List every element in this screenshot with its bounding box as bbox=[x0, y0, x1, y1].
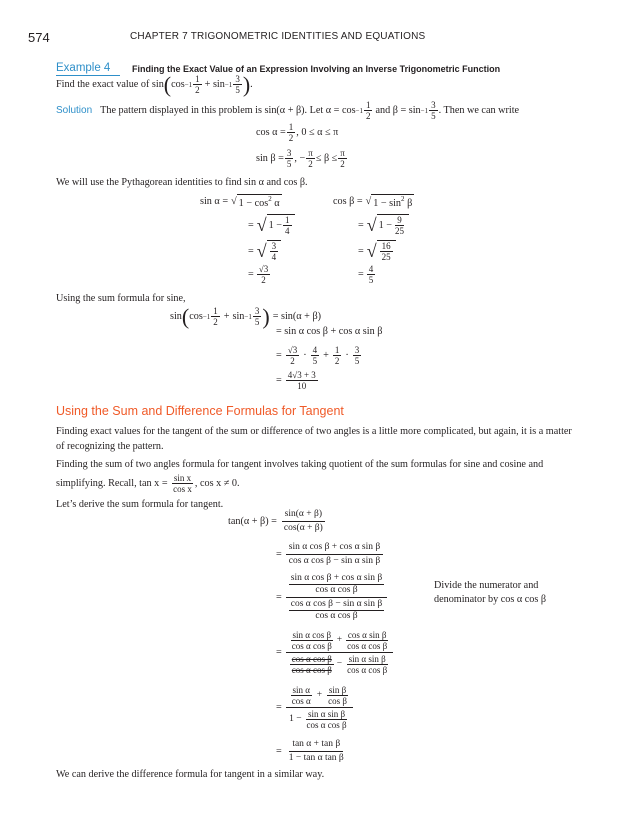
dot: · bbox=[345, 350, 349, 361]
fraction: $\frac{3}{5}$ bbox=[254, 306, 260, 327]
section-paragraph-3: Let’s derive the sum formula for tangent. bbox=[56, 499, 224, 510]
sin-text: + sin bbox=[204, 79, 225, 90]
math-text: sin bbox=[170, 311, 182, 322]
page-number: 574 bbox=[28, 30, 50, 45]
example-prompt bbox=[56, 71, 253, 97]
fraction: $\frac{3}{5}$ bbox=[354, 345, 360, 366]
superscript: −1 bbox=[244, 312, 252, 321]
cos-beta-line-2 bbox=[358, 214, 409, 236]
compound-fraction: $\frac{\text{sin α cos β}}{\text{cos α cos β}}$ + $\frac{\text{cos α sin β}}{\text{cos α cos β}}$ $\frac{\text{cos α cos β}}{\text{cos α cos β}}$ − $\frac{\text{sin α sin β}}{\text{cos α cos β}}$ bbox=[286, 629, 393, 676]
fraction: $\frac{1}{2}$ bbox=[334, 345, 340, 366]
example-title: Finding the Exact Value of an Expression Involving an Inverse Trigonometric Function bbox=[132, 64, 501, 74]
radicand: 1 − $\frac{9}{25}$ bbox=[377, 214, 409, 236]
closing-text: We can derive the difference formula for tangent in a similar way. bbox=[56, 769, 325, 780]
sum-line-4 bbox=[276, 370, 319, 391]
sin-alpha-line-4 bbox=[248, 264, 271, 285]
cos-beta-line-4 bbox=[358, 264, 376, 285]
math-text: cos β = bbox=[333, 196, 363, 207]
side-note bbox=[434, 579, 546, 607]
solution-label: Solution bbox=[56, 105, 93, 116]
compound-fraction: sin α cos β + cos α sin β cos α cos β cos α cos β − sin α sin β cos α cos β bbox=[286, 572, 387, 623]
fraction: $\frac{√3}{2}$ bbox=[258, 264, 269, 285]
superscript: −1 bbox=[184, 80, 193, 89]
cos-text: cos bbox=[171, 79, 185, 90]
sum-line-3 bbox=[276, 345, 362, 366]
fraction: $\frac{\pi}{2}$ bbox=[340, 148, 345, 169]
fraction: $\frac{4}{5}$ bbox=[312, 345, 318, 366]
cos-beta-line-1 bbox=[333, 194, 414, 209]
fraction: $\frac{1}{2}$ bbox=[288, 122, 294, 143]
sin-alpha-line-2 bbox=[248, 214, 295, 236]
equals: = bbox=[248, 219, 254, 231]
fraction: $\frac{\text{sin x}}{\text{cos x}}$ bbox=[173, 472, 192, 494]
radicand: $1 - \sin^2 \beta$ bbox=[373, 195, 413, 209]
fraction: $\frac{4√3 + 3}{10}$ bbox=[287, 370, 316, 391]
math-text: tan(α + β) = bbox=[228, 516, 277, 527]
compound-fraction: $\frac{\text{sin α}}{\text{cos α}}$ + $\frac{\text{sin β}}{\text{cos β}}$ 1 − $\frac{\text{sin α sin β}}{\text{cos α cos β}}$ bbox=[286, 684, 353, 731]
superscript: −1 bbox=[355, 106, 363, 115]
fraction: $\frac{√3}{2}$ bbox=[287, 345, 298, 366]
derivation-line-2 bbox=[276, 541, 383, 568]
pythagorean-intro: We will use the Pythagorean identities to find sin α and cos β. bbox=[56, 177, 308, 188]
fraction: $\frac{3}{5}$ bbox=[235, 74, 240, 95]
sqrt-sign: √ bbox=[365, 196, 372, 207]
cos-alpha-equation bbox=[256, 122, 338, 143]
equals: = bbox=[358, 269, 364, 280]
side-note-line-1: Divide the numerator and bbox=[434, 580, 539, 591]
sqrt-sign: √ bbox=[231, 196, 237, 207]
fraction: $\frac{3}{5}$ bbox=[286, 148, 292, 169]
math-text: sin α = bbox=[200, 196, 229, 207]
equals: = bbox=[276, 746, 282, 757]
derivation-line-3 bbox=[276, 572, 387, 623]
plus: + bbox=[323, 350, 329, 361]
equals: = bbox=[276, 702, 282, 713]
dot: · bbox=[303, 350, 307, 361]
radicand: $\frac{16}{25}$ bbox=[377, 240, 396, 262]
fraction: $\frac{\text{tan α + tan β}}{\text{1 − tan α tan β}}$ bbox=[288, 739, 344, 763]
radicand: $\frac{3}{4}$ bbox=[267, 240, 282, 262]
superscript: −1 bbox=[224, 80, 233, 89]
equals: = bbox=[358, 245, 364, 257]
sum-line-2 bbox=[276, 326, 382, 337]
chapter-label: CHAPTER 7 bbox=[130, 31, 188, 42]
lparen: ( bbox=[163, 71, 172, 97]
section-heading: Using the Sum and Difference Formulas for Tangent bbox=[56, 404, 344, 418]
cos-beta-line-3 bbox=[358, 240, 396, 262]
fraction: $\frac{\pi}{2}$ bbox=[308, 148, 313, 169]
derivation-line-1 bbox=[228, 508, 326, 535]
fraction: $\frac{1}{2}$ bbox=[365, 100, 371, 121]
sqrt-sign: √ bbox=[366, 214, 377, 235]
math-text: ≤ β ≤ bbox=[315, 153, 338, 164]
equals: = bbox=[358, 219, 364, 231]
sin-alpha-line-1 bbox=[200, 194, 282, 209]
equals: = bbox=[276, 592, 282, 603]
sin-alpha-line-3 bbox=[248, 240, 281, 262]
sum-line-1 bbox=[170, 303, 322, 329]
fraction: $\frac{4}{5}$ bbox=[368, 264, 374, 285]
derivation-line-6 bbox=[276, 738, 347, 765]
derivation-line-5 bbox=[276, 684, 353, 731]
period: . bbox=[250, 79, 253, 90]
math-text: = sin α cos β + cos α sin β bbox=[276, 326, 383, 337]
equals: = bbox=[276, 549, 282, 560]
solution-text: and β = sin bbox=[375, 105, 421, 116]
math-text: , 0 ≤ α ≤ π bbox=[296, 127, 339, 138]
radicand: 1 − $\frac{1}{4}$ bbox=[267, 214, 295, 236]
fraction: $\frac{3}{5}$ bbox=[431, 100, 436, 121]
math-text: , − bbox=[294, 153, 306, 164]
solution-text: The pattern displayed in this problem is sin(α + β). Let α = cos bbox=[100, 105, 356, 116]
running-header bbox=[130, 31, 425, 42]
math-text: cos α = bbox=[256, 127, 286, 138]
fraction: $\frac{\sin(\alpha + \beta)}{\cos(\alpha + \beta)}$ bbox=[281, 508, 326, 535]
side-note-line-2: denominator by cos α cos β bbox=[434, 594, 547, 605]
math-text: cos bbox=[189, 311, 203, 322]
rparen: ) bbox=[262, 303, 270, 329]
prompt-text: Find the exact value of sin bbox=[56, 79, 164, 90]
equals: = bbox=[248, 269, 254, 280]
sum-formula-intro: Using the sum formula for sine, bbox=[56, 293, 186, 304]
equals: = bbox=[276, 350, 282, 361]
math-text: sin bbox=[232, 311, 245, 322]
section-paragraph-2: Finding the sum of two angles formula for tangent involves taking quotient of the sum formulas for sine and cosine and simplifying. Recall, tan x = $\frac{\text{sin x}}{\text{cos x}}$ , cos x ≠ 0. bbox=[56, 459, 544, 494]
superscript: −1 bbox=[202, 312, 211, 321]
plus: + bbox=[223, 311, 230, 322]
math-text: = sin(α + β) bbox=[272, 311, 322, 322]
derivation-line-4 bbox=[276, 629, 393, 676]
superscript: −1 bbox=[420, 106, 429, 115]
equals: = bbox=[248, 245, 254, 257]
sqrt-sign: √ bbox=[256, 214, 267, 235]
section-paragraph-1: Finding exact values for the tangent of the sum or difference of two angles is a little more complicated, but again, it is a matter of recognizing the pattern. bbox=[56, 426, 572, 452]
fraction: $\frac{1}{2}$ bbox=[195, 74, 200, 95]
fraction: $\frac{\text{sin α cos β + cos α sin β}}{\text{cos α cos β − sin α sin β}}$ bbox=[286, 541, 383, 568]
rparen: ) bbox=[242, 71, 251, 97]
sqrt-sign: √ bbox=[256, 240, 267, 261]
fraction: $\frac{1}{2}$ bbox=[213, 306, 218, 327]
sin-beta-equation bbox=[256, 148, 348, 169]
equals: = bbox=[276, 647, 282, 658]
equals: = bbox=[276, 375, 282, 386]
solution-text: . Then we can write bbox=[438, 105, 520, 116]
math-text: sin β = bbox=[256, 153, 284, 164]
solution-line bbox=[56, 100, 519, 121]
radicand: $1 - \cos^2 \alpha$ bbox=[238, 195, 280, 209]
chapter-title: TRIGONOMETRIC IDENTITIES AND EQUATIONS bbox=[190, 31, 426, 42]
lparen: ( bbox=[181, 303, 190, 329]
sqrt-sign: √ bbox=[366, 240, 377, 261]
example-label: Example 4 bbox=[56, 62, 120, 76]
